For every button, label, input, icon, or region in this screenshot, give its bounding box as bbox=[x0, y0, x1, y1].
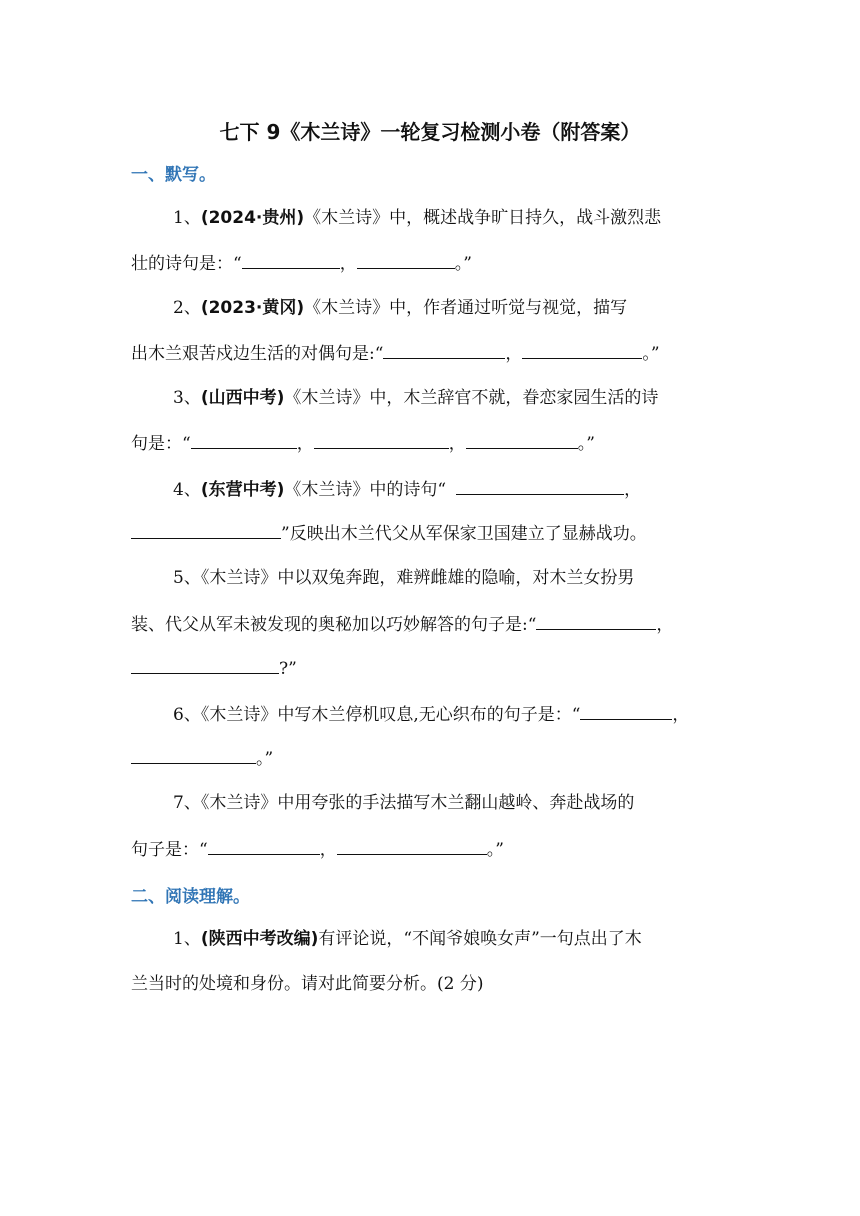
answer-blank[interactable] bbox=[131, 745, 256, 764]
page-title: 七下 9《木兰诗》一轮复习检测小卷（附答案） bbox=[219, 120, 641, 144]
question-6-line-1: 6、《木兰诗》中写木兰停机叹息,无心织布的句子是：“ ， bbox=[173, 701, 689, 727]
answer-blank[interactable] bbox=[208, 836, 320, 855]
answer-blank[interactable] bbox=[314, 430, 449, 449]
question-7-line-2: 句子是：“ ， 。” bbox=[131, 836, 504, 862]
question-source: (陕西中考改编) bbox=[200, 929, 319, 949]
question-2-line-1: 2、(2023·黄冈)《木兰诗》中，作者通过听觉与视觉，描写 bbox=[173, 298, 628, 318]
question-5-line-2: 装、代父从军未被发现的奥秘加以巧妙解答的句子是:“ ， bbox=[131, 611, 673, 637]
question-source: (2024·贵州) bbox=[200, 208, 305, 228]
answer-blank[interactable] bbox=[456, 476, 624, 495]
answer-blank[interactable] bbox=[536, 611, 656, 630]
answer-blank[interactable] bbox=[522, 340, 642, 359]
answer-blank[interactable] bbox=[242, 250, 340, 269]
answer-blank[interactable] bbox=[383, 340, 505, 359]
question-6-line-2: 。” bbox=[131, 745, 273, 771]
answer-blank[interactable] bbox=[191, 430, 297, 449]
answer-blank[interactable] bbox=[131, 520, 281, 539]
answer-blank[interactable] bbox=[337, 836, 487, 855]
answer-blank[interactable] bbox=[580, 701, 672, 720]
question-1-line-2: 壮的诗句是：“ ， 。” bbox=[131, 250, 472, 276]
section-heading-reading: 二、阅读理解。 bbox=[131, 887, 250, 907]
question-4-line-2: ”反映出木兰代父从军保家卫国建立了显赫战功。 bbox=[131, 520, 647, 546]
question-2-line-2: 出木兰艰苦戍边生活的对偶句是:“ ， 。” bbox=[131, 340, 660, 366]
answer-blank[interactable] bbox=[357, 250, 455, 269]
question-3-line-1: 3、(山西中考)《木兰诗》中，木兰辞官不就，眷恋家园生活的诗 bbox=[173, 388, 659, 408]
question-3-line-2: 句是：“ ， ， 。” bbox=[131, 430, 595, 456]
question-7-line-1: 7、《木兰诗》中用夸张的手法描写木兰翻山越岭、奔赴战场的 bbox=[173, 793, 635, 813]
question-source: (东营中考) bbox=[200, 480, 285, 500]
reading-question-1-line-2: 兰当时的处境和身份。请对此简要分析。(2 分) bbox=[131, 974, 484, 994]
question-5-line-3: ?” bbox=[131, 655, 297, 681]
question-4-line-1: 4、(东营中考)《木兰诗》中的诗句“ ， bbox=[173, 476, 641, 502]
question-source: (2023·黄冈) bbox=[200, 298, 305, 318]
reading-question-1-line-1: 1、(陕西中考改编)有评论说，“不闻爷娘唤女声”一句点出了木 bbox=[173, 929, 642, 949]
question-1-line-1: 1、(2024·贵州)《木兰诗》中，概述战争旷日持久，战斗激烈悲 bbox=[173, 208, 662, 228]
section-heading-dictation: 一、默写。 bbox=[131, 165, 216, 185]
answer-blank[interactable] bbox=[466, 430, 578, 449]
question-source: (山西中考) bbox=[200, 388, 285, 408]
answer-blank[interactable] bbox=[131, 655, 279, 674]
question-5-line-1: 5、《木兰诗》中以双兔奔跑，难辨雌雄的隐喻，对木兰女扮男 bbox=[173, 568, 635, 588]
